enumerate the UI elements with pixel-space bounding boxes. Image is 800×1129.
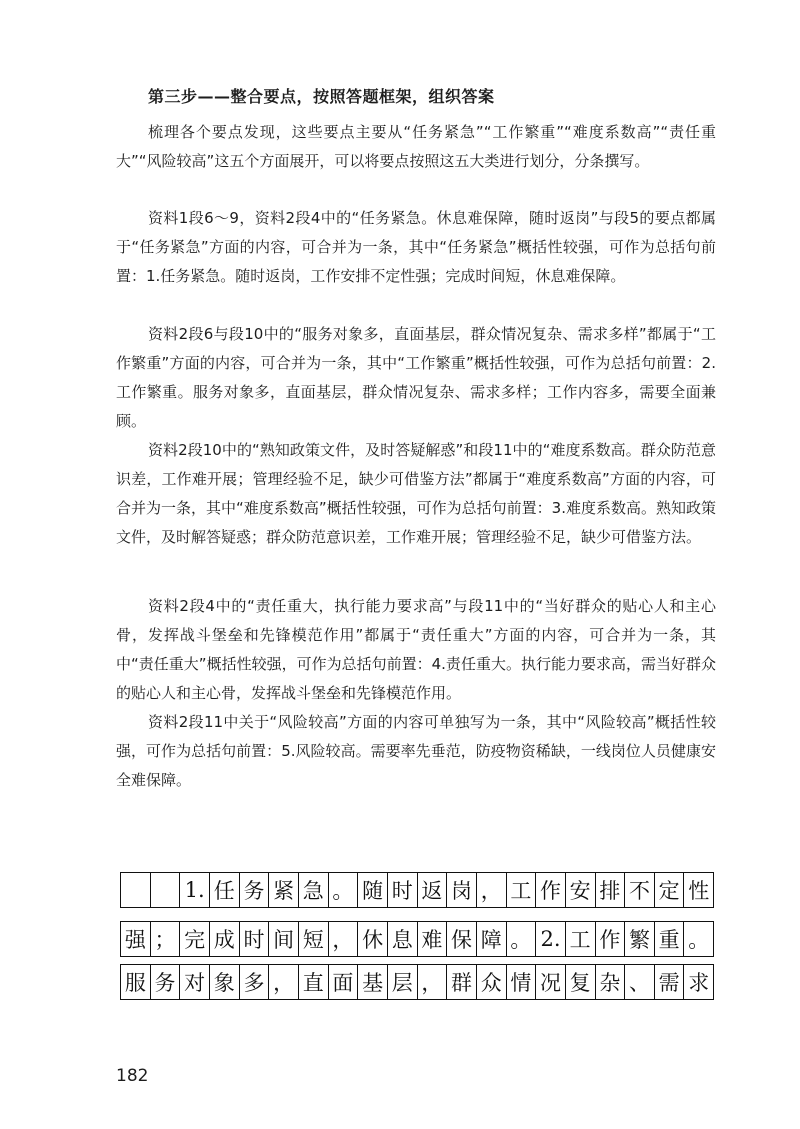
answer-grid-cell: 时 xyxy=(388,873,418,907)
answer-grid-cell: 障 xyxy=(477,922,507,956)
answer-grid-cell: 短 xyxy=(299,922,329,956)
paragraph-great-responsibility: 资料2段4中的“责任重大，执行能力要求高”与段11中的“当好群众的贴心人和主心骨，发挥战斗堡垒和先锋模范作用”都属于“责任重大”方面的内容，可合并为一条，其中“责任重大”概括性较强，可作为总括句前置：4.责任重大。执行能力要求高，需当好群众的贴心人和主心骨，发挥战斗堡垒和先锋模范作用。 xyxy=(116,597,716,702)
answer-grid-cell: 求 xyxy=(688,971,710,995)
answer-grid-cell: 成 xyxy=(210,922,240,956)
answer-grid-cell: 多 xyxy=(240,965,270,999)
answer-grid-cell: 。 xyxy=(329,873,359,907)
answer-grid-cell: ， xyxy=(329,922,359,956)
answer-grid-cell: 对 xyxy=(180,965,210,999)
answer-grid-cell: 2. xyxy=(536,922,566,956)
answer-grid-cell: 重 xyxy=(655,922,685,956)
answer-grid-cell: 随 xyxy=(358,873,388,907)
answer-grid-cell: 需 xyxy=(655,965,685,999)
answer-grid-cell xyxy=(151,873,181,907)
answer-grid-cell: 群 xyxy=(447,965,477,999)
answer-grid-row xyxy=(120,921,714,957)
answer-grid-cell: 。 xyxy=(507,922,537,956)
answer-grid-cell: 强 xyxy=(121,922,151,956)
answer-grid-cell: 众 xyxy=(477,965,507,999)
paragraph-high-difficulty: 资料2段10中的“熟知政策文件，及时答疑解惑”和段11中的“难度系数高。群众防范意识差，工作难开展；管理经验不足，缺少可借鉴方法”都属于“难度系数高”方面的内容，可合并为一条，其中“难度系数高”概括性较强，可作为总括句前置：3.难度系数高。熟知政策文件，及时解答疑惑；群众防范意识差，工作难开展；管理经验不足，缺少可借鉴方法。 xyxy=(116,441,716,546)
answer-grid-cell: 象 xyxy=(210,965,240,999)
answer-grid-cell: 时 xyxy=(240,922,270,956)
answer-grid-cell: ， xyxy=(418,965,448,999)
step-heading: 第三步——整合要点，按照答题框架，组织答案 xyxy=(148,87,495,106)
answer-grid-cell: 繁 xyxy=(625,922,655,956)
answer-grid-cell: 保 xyxy=(447,922,477,956)
answer-grid-cell: 情 xyxy=(507,965,537,999)
answer-grid-cell: 况 xyxy=(536,965,566,999)
answer-grid-cell: 作 xyxy=(536,873,566,907)
answer-grid-cell: 服 xyxy=(121,965,151,999)
answer-grid-cell: 基 xyxy=(358,965,388,999)
answer-grid-cell: 务 xyxy=(151,965,181,999)
answer-grid-cell: 杂 xyxy=(596,965,626,999)
answer-grid-cell: 不 xyxy=(625,873,655,907)
answer-grid-row xyxy=(120,872,714,908)
paragraph-high-risk: 资料2段11中关于“风险较高”方面的内容可单独写为一条，其中“风险较高”概括性较强，可作为总括句前置：5.风险较高。需要率先垂范，防疫物资稀缺，一线岗位人员健康安全难保障。 xyxy=(116,713,716,789)
paragraph-task-urgent: 资料1段6～9，资料2段4中的“任务紧急。休息难保障，随时返岗”与段5的要点都属于“任务紧急”方面的内容，可合并为一条，其中“任务紧急”概括性较强，可作为总括句前置：1.任务紧急。随时返岗，工作安排不定性强；完成时间短，休息难保障。 xyxy=(116,209,716,285)
answer-grid-cell: 定 xyxy=(655,873,685,907)
answer-grid-cell: 务 xyxy=(240,873,270,907)
answer-grid-cell: 返 xyxy=(418,873,448,907)
answer-grid-cell: 复 xyxy=(566,965,596,999)
answer-grid-cell: 、 xyxy=(625,965,655,999)
answer-grid-cell: 急 xyxy=(299,873,329,907)
answer-grid-row xyxy=(120,964,714,1000)
answer-grid-cell: 间 xyxy=(269,922,299,956)
answer-grid-cell: ， xyxy=(269,965,299,999)
answer-grid-cell: 作 xyxy=(596,922,626,956)
answer-grid-cell: 工 xyxy=(566,922,596,956)
answer-grid-cell: 完 xyxy=(180,922,210,956)
answer-grid-cell: 直 xyxy=(299,965,329,999)
answer-grid-cell: 安 xyxy=(566,873,596,907)
answer-grid-cell: 1. xyxy=(180,873,210,907)
answer-grid-cell: 岗 xyxy=(447,873,477,907)
answer-grid-cell: 。 xyxy=(688,928,710,952)
answer-grid-cell: 性 xyxy=(688,879,710,903)
answer-grid-cell: 难 xyxy=(418,922,448,956)
answer-grid-cell: 紧 xyxy=(269,873,299,907)
answer-grid-cell: 息 xyxy=(388,922,418,956)
answer-grid-cell: 面 xyxy=(329,965,359,999)
answer-grid-cell xyxy=(121,873,151,907)
answer-grid-cell: 层 xyxy=(388,965,418,999)
answer-grid-cell: 任 xyxy=(210,873,240,907)
paragraph-overview: 梳理各个要点发现，这些要点主要从“任务紧急”“工作繁重”“难度系数高”“责任重大”“风险较高”这五个方面展开，可以将要点按照这五大类进行划分，分条撰写。 xyxy=(116,123,716,170)
answer-grid-cell: 排 xyxy=(596,873,626,907)
answer-grid-cell: 工 xyxy=(507,873,537,907)
answer-grid-cell: 休 xyxy=(358,922,388,956)
paragraph-heavy-workload: 资料2段6与段10中的“服务对象多，直面基层，群众情况复杂、需求多样”都属于“工作繁重”方面的内容，可合并为一条，其中“工作繁重”概括性较强，可作为总括句前置：2.工作繁重。服务对象多，直面基层，群众情况复杂、需求多样；工作内容多，需要全面兼顾。 xyxy=(116,325,716,430)
page-number: 182 xyxy=(116,1066,149,1086)
answer-grid-cell: ； xyxy=(151,922,181,956)
answer-grid-cell: ， xyxy=(477,873,507,907)
